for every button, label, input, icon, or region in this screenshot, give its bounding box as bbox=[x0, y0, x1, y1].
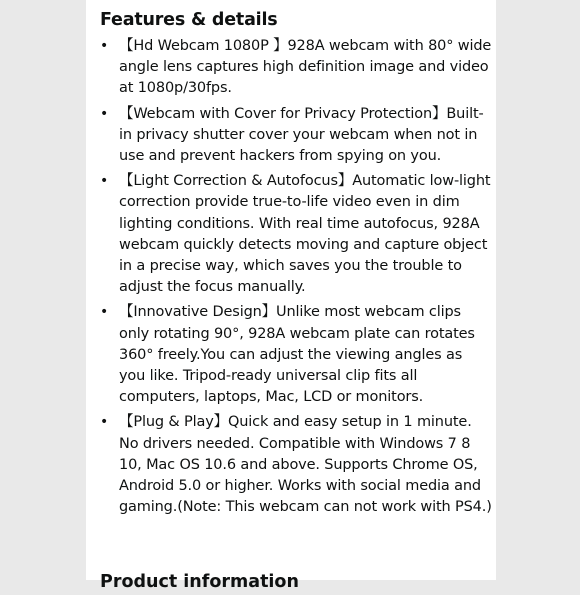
product-information-heading: Product information bbox=[100, 572, 299, 592]
feature-text: 【Plug & Play】Quick and easy setup in 1 minute. No drivers needed. Compatible with Windows 7 8 10, Mac OS 10.6 and above. Supports Chrome OS, Android 5.0 or higher. Works with social media and gaming.(Note: This webcam can not work with PS4.) bbox=[119, 414, 492, 516]
features-section bbox=[100, 7, 492, 522]
feature-bullet bbox=[100, 36, 492, 100]
bullet-marker: • bbox=[100, 173, 109, 190]
feature-text: 【Webcam with Cover for Privacy Protection】Built-in privacy shutter cover your webcam when not in use and prevent hackers from spying on you. bbox=[119, 105, 484, 165]
feature-bullet bbox=[100, 171, 492, 298]
bullet-marker: • bbox=[100, 414, 109, 431]
product-details-panel bbox=[86, 0, 496, 592]
feature-text: 【Light Correction & Autofocus】Automatic low-light correction provide true-to-life video even in dim lighting conditions. With real time autofocus, 928A webcam quickly detects moving and capture object in a precise way, which saves you the trouble to adjust the focus manually. bbox=[119, 173, 491, 296]
feature-text: 【Innovative Design】Unlike most webcam clips only rotating 90°, 928A webcam plate can rotates 360° freely.You can adjust the viewing angles as you like. Tripod-ready universal clip fits all computers, laptops, Mac, LCD or monitors. bbox=[119, 304, 475, 406]
feature-bullet bbox=[100, 104, 492, 168]
bullet-marker: • bbox=[100, 38, 109, 54]
feature-text: 【Hd Webcam 1080P 】928A webcam with 80° wide angle lens captures high definition image and video at 1080p/30fps. bbox=[119, 38, 492, 97]
feature-bullet bbox=[100, 412, 492, 518]
feature-bullet bbox=[100, 302, 492, 408]
bullet-marker: • bbox=[100, 105, 109, 122]
features-list bbox=[100, 36, 492, 518]
bullet-marker: • bbox=[100, 304, 109, 321]
features-heading: Features & details bbox=[100, 10, 278, 30]
